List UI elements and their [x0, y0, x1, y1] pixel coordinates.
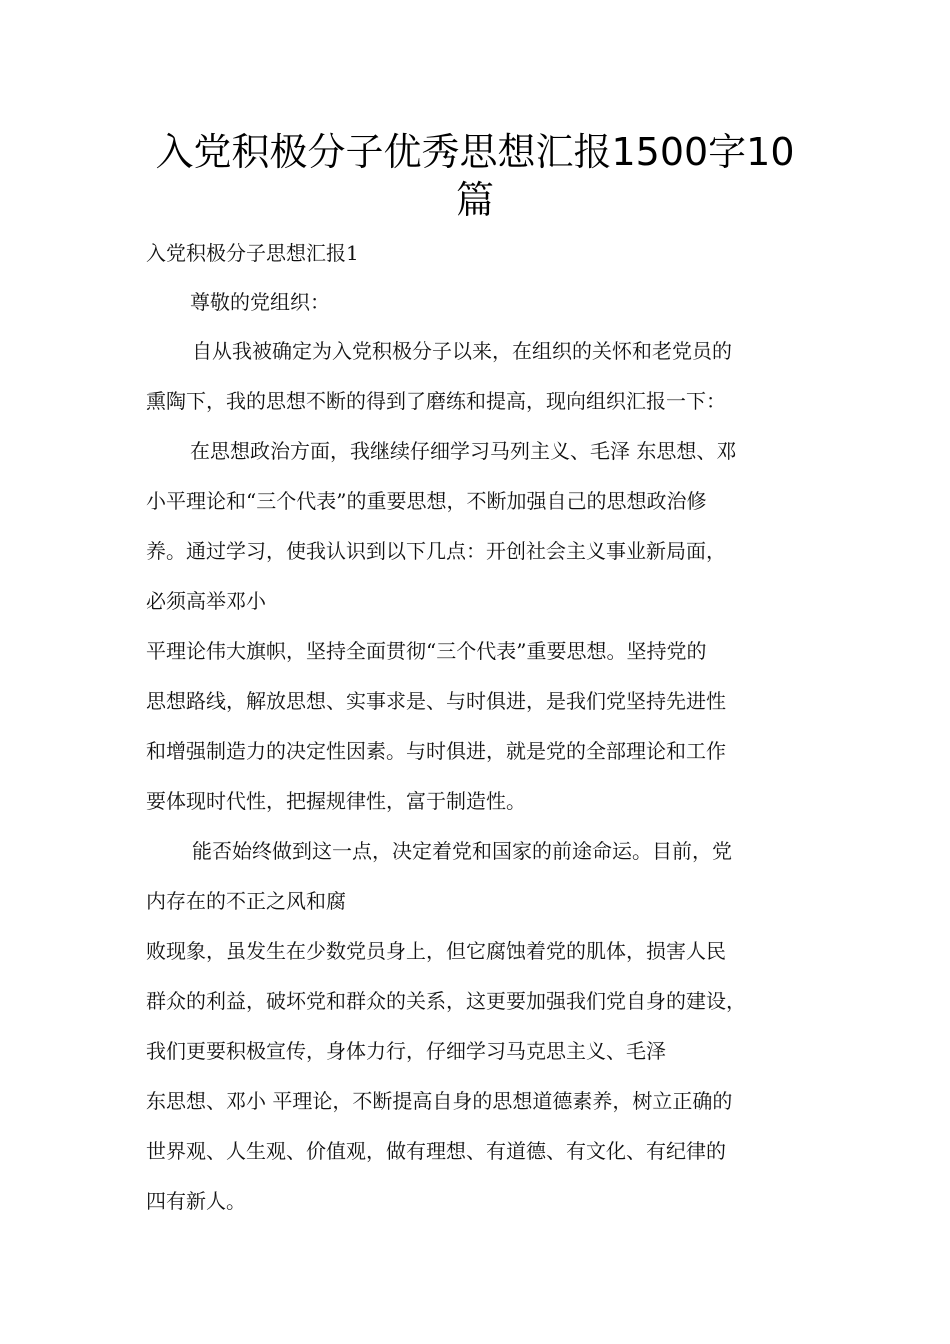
- paragraph-line: 四有新人。: [146, 1189, 246, 1213]
- paragraph-line: 小平理论和“三个代表”的重要思想，不断加强自己的思想政治修: [146, 489, 707, 513]
- paragraph-line: 败现象，虽发生在少数党员身上，但它腐蚀着党的肌体，损害人民: [146, 939, 726, 963]
- section-heading: 入党积极分子思想汇报1: [146, 241, 359, 265]
- document-title: [120, 128, 830, 224]
- paragraph-line: 在思想政治方面，我继续仔细学习马列主义、毛泽 东思想、邓: [190, 439, 737, 463]
- paragraph-line: 我们更要积极宣传，身体力行，仔细学习马克思主义、毛泽: [146, 1039, 666, 1063]
- paragraph-line: 养。通过学习，使我认识到以下几点：开创社会主义事业新局面，: [146, 539, 726, 563]
- paragraph-line: 能否始终做到这一点，决定着党和国家的前途命运。目前，党: [192, 839, 732, 863]
- title-line-1: 入党积极分子优秀思想汇报1500字10: [155, 130, 795, 174]
- paragraph-line: 内存在的不正之风和腐: [146, 889, 346, 913]
- paragraph-line: 自从我被确定为入党积极分子以来，在组织的关怀和老党员的: [192, 339, 732, 363]
- paragraph-line: 群众的利益，破坏党和群众的关系，这更要加强我们党自身的建设，: [146, 989, 746, 1013]
- paragraph-line: 东思想、邓小 平理论，不断提高自身的思想道德素养，树立正确的: [146, 1089, 733, 1113]
- paragraph-line: 和增强制造力的决定性因素。与时俱进，就是党的全部理论和工作: [146, 739, 726, 763]
- paragraph-line: 熏陶下，我的思想不断的得到了磨练和提高，现向组织汇报一下：: [146, 389, 726, 413]
- salutation: 尊敬的党组织：: [190, 290, 330, 314]
- paragraph-line: 要体现时代性，把握规律性，富于制造性。: [146, 789, 526, 813]
- title-line-2: 篇: [455, 178, 494, 222]
- paragraph-line: 必须高举邓小: [146, 589, 266, 613]
- paragraph-line: 平理论伟大旗帜，坚持全面贯彻“三个代表”重要思想。坚持党的: [146, 639, 707, 663]
- paragraph-line: 世界观、人生观、价值观，做有理想、有道德、有文化、有纪律的: [146, 1139, 726, 1163]
- paragraph-line: 思想路线，解放思想、实事求是、与时俱进，是我们党坚持先进性: [146, 689, 726, 713]
